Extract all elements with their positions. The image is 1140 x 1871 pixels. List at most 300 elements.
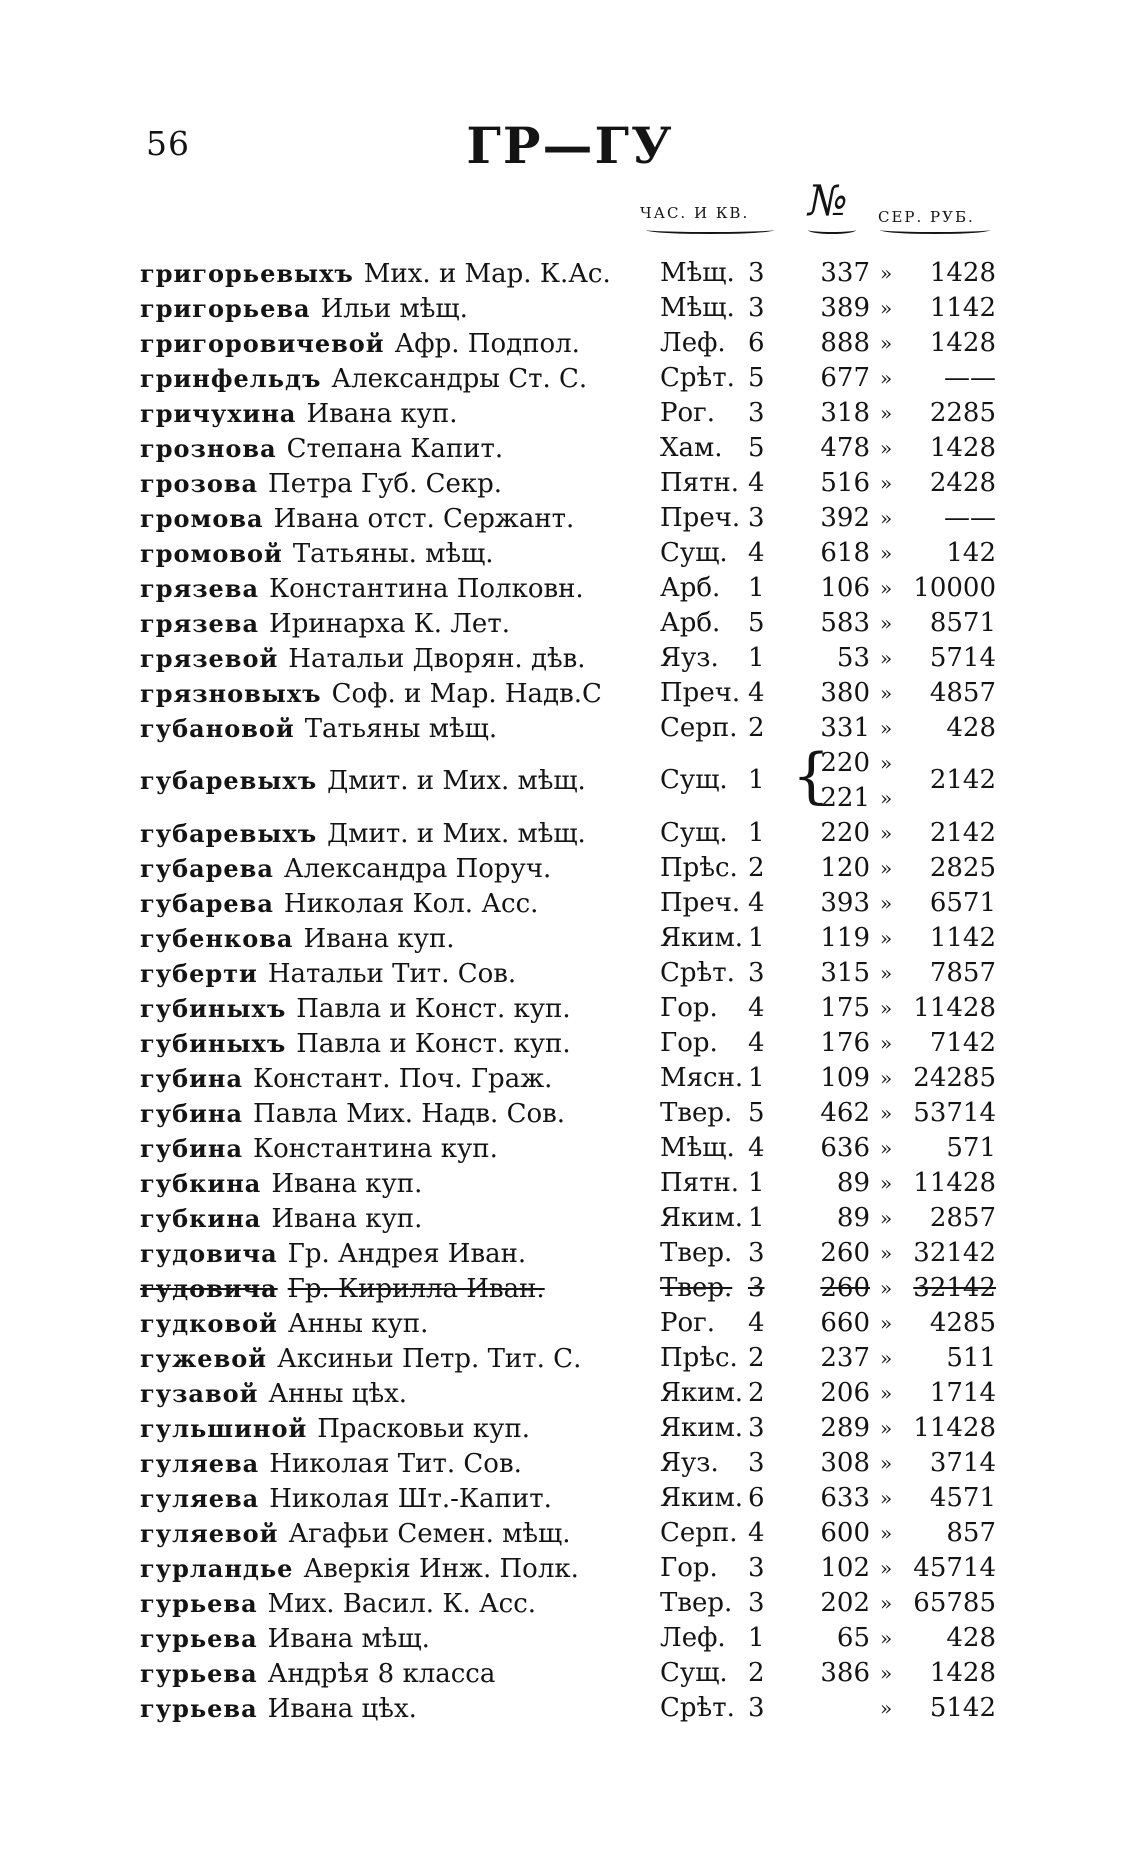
entry-house-number: 516 bbox=[820, 468, 870, 498]
entry-city-part: Срѣт. bbox=[660, 1693, 735, 1723]
entry-quarter-number: 5 bbox=[748, 433, 765, 463]
entry-house-number: 389 bbox=[820, 293, 870, 323]
entry-owner bbox=[140, 1271, 545, 1307]
column-header-quarter: ЧАС. И КВ. bbox=[640, 204, 750, 222]
entry-row bbox=[0, 1446, 1140, 1481]
entry-surname: губина bbox=[140, 1134, 243, 1163]
entry-row bbox=[0, 1096, 1140, 1131]
entry-ditto-mark: » bbox=[880, 1276, 893, 1300]
entry-given-name: Афр. Подпол. bbox=[394, 329, 580, 359]
entry-house-number: 478 bbox=[820, 433, 870, 463]
entry-row bbox=[0, 991, 1140, 1026]
entry-surname: грязевой bbox=[140, 644, 279, 673]
entry-city-part: Яким. bbox=[660, 1483, 744, 1513]
entry-rubles: 2428 bbox=[929, 468, 996, 498]
entry-city-part: Твер. bbox=[660, 1588, 733, 1618]
entry-given-name: Дмит. и Мих. мѣщ. bbox=[327, 819, 586, 849]
entry-rubles: 5142 bbox=[929, 1693, 996, 1723]
entry-city-part: Гор. bbox=[660, 1028, 718, 1058]
entry-city-part: Мѣщ. bbox=[660, 293, 735, 323]
entry-ditto-mark: » bbox=[880, 611, 893, 635]
entry-ditto-mark: » bbox=[880, 1346, 893, 1370]
entry-rubles: 32142 bbox=[913, 1238, 996, 1268]
entry-rubles: 1428 bbox=[929, 1658, 996, 1688]
entry-house-number: 677 bbox=[820, 363, 870, 393]
entry-ditto-mark: » bbox=[880, 1626, 893, 1650]
entry-row bbox=[0, 1516, 1140, 1551]
house-brace: { bbox=[792, 741, 831, 811]
entry-ditto-mark: » bbox=[880, 1066, 893, 1090]
entry-row bbox=[0, 956, 1140, 991]
entry-city-part: Твер. bbox=[660, 1098, 733, 1128]
entry-owner bbox=[140, 501, 574, 537]
entry-surname: гудовича bbox=[140, 1239, 278, 1268]
entry-surname: гурьева bbox=[140, 1624, 258, 1653]
entry-ditto-mark: » bbox=[880, 506, 893, 530]
entry-ditto-mark: » bbox=[880, 751, 893, 775]
entry-ditto-mark: » bbox=[880, 891, 893, 915]
entry-row bbox=[0, 1656, 1140, 1691]
entry-given-name: Ивана куп. bbox=[303, 924, 455, 954]
entry-ditto-mark: » bbox=[880, 996, 893, 1020]
entry-row bbox=[0, 571, 1140, 606]
entry-owner bbox=[140, 676, 602, 712]
entry-surname: григорьева bbox=[140, 294, 311, 323]
entry-surname: губиныхъ bbox=[140, 994, 287, 1023]
entry-city-part: Сущ. bbox=[660, 1658, 728, 1688]
entry-surname: гуляева bbox=[140, 1449, 260, 1478]
entry-owner bbox=[140, 1096, 565, 1132]
entry-given-name: Натальи Тит. Сов. bbox=[267, 959, 517, 989]
entry-surname: громовой bbox=[140, 539, 283, 568]
entry-rubles: 142 bbox=[946, 538, 996, 568]
entry-house-number: 636 bbox=[820, 1133, 870, 1163]
entry-owner bbox=[140, 1621, 430, 1657]
entry-given-name: Павла Мих. Надв. Сов. bbox=[253, 1099, 566, 1129]
entry-rubles: 8571 bbox=[929, 608, 996, 638]
entry-quarter-number: 3 bbox=[748, 1553, 765, 1583]
entry-quarter-number: 4 bbox=[748, 993, 765, 1023]
entry-rubles: 511 bbox=[946, 1343, 996, 1373]
entry-surname: гурьева bbox=[140, 1589, 258, 1618]
entry-rubles: 7857 bbox=[929, 958, 996, 988]
page-number: 56 bbox=[146, 124, 190, 163]
entry-given-name: Ивана цѣх. bbox=[267, 1694, 417, 1724]
entry-house-number: 337 bbox=[820, 258, 870, 288]
entry-rubles: —— bbox=[944, 363, 996, 393]
entry-ditto-mark: » bbox=[880, 401, 893, 425]
entry-owner bbox=[140, 991, 571, 1027]
entry-row bbox=[0, 1271, 1140, 1306]
entry-ditto-mark: » bbox=[880, 471, 893, 495]
entry-given-name: Аксиньи Петр. Тит. С. bbox=[277, 1344, 582, 1374]
entry-surname: губенкова bbox=[140, 924, 294, 953]
entry-rubles: 2142 bbox=[929, 818, 996, 848]
entry-quarter-number: 4 bbox=[748, 468, 765, 498]
entry-given-name: Иринарха К. Лет. bbox=[269, 609, 510, 639]
entry-ditto-mark: » bbox=[880, 1241, 893, 1265]
entry-city-part: Рог. bbox=[660, 398, 716, 428]
entry-rubles: 4857 bbox=[929, 678, 996, 708]
column-header-house-number: № bbox=[808, 176, 848, 225]
entry-ditto-mark: » bbox=[880, 541, 893, 565]
entry-row bbox=[0, 291, 1140, 326]
entry-house-number: 660 bbox=[820, 1308, 870, 1338]
entry-quarter-number: 3 bbox=[748, 1448, 765, 1478]
entry-surname: гурьева bbox=[140, 1659, 258, 1688]
entry-surname: губиныхъ bbox=[140, 1029, 287, 1058]
entry-owner bbox=[140, 361, 587, 397]
entry-ditto-mark: » bbox=[880, 1661, 893, 1685]
entry-city-part: Серп. bbox=[660, 1518, 738, 1548]
entry-house-number: 220 bbox=[820, 748, 870, 778]
entry-owner bbox=[140, 1481, 552, 1517]
entry-surname: гудовича bbox=[140, 1274, 278, 1303]
entry-owner bbox=[140, 396, 458, 432]
entry-given-name: Николая Тит. Сов. bbox=[269, 1449, 522, 1479]
entry-rubles: 7142 bbox=[929, 1028, 996, 1058]
entry-house-number: 600 bbox=[820, 1518, 870, 1548]
entry-quarter-number: 3 bbox=[748, 1273, 765, 1303]
entry-owner bbox=[140, 1026, 571, 1062]
entry-owner bbox=[140, 1656, 495, 1692]
entry-quarter-number: 4 bbox=[748, 678, 765, 708]
entry-quarter-number: 3 bbox=[748, 1588, 765, 1618]
entry-house-number: 331 bbox=[820, 713, 870, 743]
entry-owner bbox=[140, 921, 455, 957]
entry-owner bbox=[140, 851, 551, 887]
entry-rubles: 65785 bbox=[913, 1588, 996, 1618]
entry-surname: губина bbox=[140, 1064, 243, 1093]
entry-city-part: Яуз. bbox=[660, 1448, 719, 1478]
entry-rubles: 1142 bbox=[929, 293, 996, 323]
entry-given-name: Степана Капит. bbox=[286, 434, 504, 464]
entry-ditto-mark: » bbox=[880, 1521, 893, 1545]
entry-owner bbox=[140, 1376, 407, 1412]
entry-rubles: 45714 bbox=[913, 1553, 996, 1583]
entry-rubles: 428 bbox=[946, 713, 996, 743]
entry-given-name: Аверкія Инж. Полк. bbox=[303, 1554, 579, 1584]
entry-given-name: Агафьи Семен. мѣщ. bbox=[288, 1519, 571, 1549]
entry-city-part: Преч. bbox=[660, 503, 741, 533]
entry-house-number: 120 bbox=[820, 853, 870, 883]
entry-rubles: 2857 bbox=[929, 1203, 996, 1233]
entry-house-number: 289 bbox=[820, 1413, 870, 1443]
entry-quarter-number: 6 bbox=[748, 1483, 765, 1513]
entry-owner bbox=[140, 763, 586, 799]
entry-row bbox=[0, 1586, 1140, 1621]
entry-row bbox=[0, 1201, 1140, 1236]
entry-city-part: Яким. bbox=[660, 1413, 744, 1443]
entry-quarter-number: 1 bbox=[748, 923, 765, 953]
entry-quarter-number: 1 bbox=[748, 1168, 765, 1198]
entry-city-part: Прѣс. bbox=[660, 853, 738, 883]
entry-ditto-mark: » bbox=[880, 646, 893, 670]
entry-house-number: 386 bbox=[820, 1658, 870, 1688]
entry-row bbox=[0, 431, 1140, 466]
entry-rubles: 2285 bbox=[929, 398, 996, 428]
entry-rubles: 53714 bbox=[913, 1098, 996, 1128]
entry-given-name: Прасковьи куп. bbox=[317, 1414, 531, 1444]
entry-rubles: 1428 bbox=[929, 433, 996, 463]
entry-house-number: 633 bbox=[820, 1483, 870, 1513]
entry-ditto-mark: » bbox=[880, 1031, 893, 1055]
entry-quarter-number: 3 bbox=[748, 1238, 765, 1268]
entry-house-number: 260 bbox=[820, 1238, 870, 1268]
entry-house-number: 202 bbox=[820, 1588, 870, 1618]
entry-quarter-number: 3 bbox=[748, 398, 765, 428]
entry-row bbox=[0, 1551, 1140, 1586]
entry-rubles: 1714 bbox=[929, 1378, 996, 1408]
entry-house-number: 53 bbox=[836, 643, 870, 673]
entry-surname: губарева bbox=[140, 889, 274, 918]
entry-owner bbox=[140, 711, 497, 747]
entry-owner bbox=[140, 1446, 522, 1482]
entry-house-number-second: 221 bbox=[820, 783, 870, 813]
entry-house-number: 175 bbox=[820, 993, 870, 1023]
entry-owner bbox=[140, 1516, 571, 1552]
entry-rubles: 571 bbox=[946, 1133, 996, 1163]
entry-surname: гужевой bbox=[140, 1344, 268, 1373]
entry-surname: губарева bbox=[140, 854, 274, 883]
entry-house-number: 109 bbox=[820, 1063, 870, 1093]
entry-given-name: Мих. Васил. К. Асс. bbox=[267, 1589, 537, 1619]
entry-row bbox=[0, 1306, 1140, 1341]
entry-given-name: Ивана куп. bbox=[306, 399, 458, 429]
entry-quarter-number: 2 bbox=[748, 1658, 765, 1688]
entry-given-name: Анны куп. bbox=[287, 1309, 429, 1339]
entry-given-name: Петра Губ. Секр. bbox=[268, 469, 503, 499]
entry-row bbox=[0, 361, 1140, 396]
entry-owner bbox=[140, 291, 468, 327]
entry-surname: губаревыхъ bbox=[140, 819, 318, 848]
entry-quarter-number: 5 bbox=[748, 608, 765, 638]
entry-ditto-mark: » bbox=[880, 856, 893, 880]
entry-city-part: Рог. bbox=[660, 1308, 716, 1338]
entry-quarter-number: 1 bbox=[748, 765, 765, 795]
entry-row bbox=[0, 816, 1140, 851]
entry-ditto-mark: » bbox=[880, 1171, 893, 1195]
entry-quarter-number: 1 bbox=[748, 1203, 765, 1233]
entry-surname: губерти bbox=[140, 959, 258, 988]
entry-surname: гурландье bbox=[140, 1554, 294, 1583]
entry-surname: грознова bbox=[140, 434, 277, 463]
entry-city-part: Арб. bbox=[660, 573, 721, 603]
entry-owner bbox=[140, 1551, 579, 1587]
entry-row bbox=[0, 676, 1140, 711]
entry-city-part: Леф. bbox=[660, 328, 726, 358]
entry-owner bbox=[140, 326, 580, 362]
entry-row bbox=[0, 396, 1140, 431]
entry-surname: гульшиной bbox=[140, 1414, 308, 1443]
entry-owner bbox=[140, 1586, 536, 1622]
entry-quarter-number: 3 bbox=[748, 503, 765, 533]
entry-row bbox=[0, 1481, 1140, 1516]
entry-quarter-number: 1 bbox=[748, 643, 765, 673]
entry-house-number: 380 bbox=[820, 678, 870, 708]
entry-row bbox=[0, 1341, 1140, 1376]
entry-owner bbox=[140, 1411, 530, 1447]
entry-row bbox=[0, 466, 1140, 501]
entry-house-number: 89 bbox=[836, 1203, 870, 1233]
entry-owner bbox=[140, 256, 611, 292]
entry-house-number: 237 bbox=[820, 1343, 870, 1373]
entry-house-number: 583 bbox=[820, 608, 870, 638]
entry-owner bbox=[140, 886, 538, 922]
entry-city-part: Серп. bbox=[660, 713, 738, 743]
entry-owner bbox=[140, 536, 494, 572]
entry-owner bbox=[140, 431, 503, 467]
entry-ditto-mark: » bbox=[880, 261, 893, 285]
entry-rubles: 10000 bbox=[913, 573, 996, 603]
entry-house-number: 462 bbox=[820, 1098, 870, 1128]
entry-quarter-number: 4 bbox=[748, 1028, 765, 1058]
entry-house-number: 119 bbox=[820, 923, 870, 953]
entry-owner bbox=[140, 816, 586, 852]
entry-quarter-number: 1 bbox=[748, 1063, 765, 1093]
column-header-rubles: СЕР. РУБ. bbox=[878, 208, 975, 226]
entry-given-name: Татьяны. мѣщ. bbox=[292, 539, 494, 569]
entry-row bbox=[0, 711, 1140, 746]
entry-city-part: Мѣщ. bbox=[660, 1133, 735, 1163]
entry-owner bbox=[140, 606, 510, 642]
entry-quarter-number: 3 bbox=[748, 293, 765, 323]
entry-ditto-mark: » bbox=[880, 1206, 893, 1230]
entry-quarter-number: 2 bbox=[748, 1343, 765, 1373]
entry-given-name: Александры Ст. С. bbox=[331, 364, 588, 394]
entry-city-part: Преч. bbox=[660, 678, 741, 708]
entry-quarter-number: 1 bbox=[748, 1623, 765, 1653]
entry-ditto-mark: » bbox=[880, 716, 893, 740]
entry-row bbox=[0, 256, 1140, 291]
entry-row bbox=[0, 326, 1140, 361]
entry-row bbox=[0, 1131, 1140, 1166]
entry-given-name: Гр. Кирилла Иван. bbox=[287, 1274, 545, 1304]
entry-rubles: 11428 bbox=[913, 1413, 996, 1443]
entry-house-number: 315 bbox=[820, 958, 870, 988]
entry-ditto-mark: » bbox=[880, 296, 893, 320]
entry-row bbox=[0, 1411, 1140, 1446]
entry-house-number: 106 bbox=[820, 573, 870, 603]
entry-rubles: 4285 bbox=[929, 1308, 996, 1338]
entry-city-part: Яким. bbox=[660, 1378, 744, 1408]
entry-given-name: Натальи Дворян. дѣв. bbox=[288, 644, 586, 674]
entry-rubles: —— bbox=[944, 503, 996, 533]
entry-surname: гузавой bbox=[140, 1379, 259, 1408]
entry-surname: гричухина bbox=[140, 399, 297, 428]
entry-city-part: Леф. bbox=[660, 1623, 726, 1653]
entry-ditto-mark: » bbox=[880, 1486, 893, 1510]
entry-owner bbox=[140, 956, 516, 992]
entry-ditto-mark: » bbox=[880, 961, 893, 985]
entry-city-part: Арб. bbox=[660, 608, 721, 638]
entry-given-name: Ильи мѣщ. bbox=[320, 294, 468, 324]
entry-row bbox=[0, 1166, 1140, 1201]
entry-row bbox=[0, 851, 1140, 886]
entry-ditto-mark: » bbox=[880, 1556, 893, 1580]
entry-house-number: 260 bbox=[820, 1273, 870, 1303]
entry-row bbox=[0, 536, 1140, 571]
entry-surname: громова bbox=[140, 504, 264, 533]
entry-city-part: Срѣт. bbox=[660, 363, 735, 393]
entry-city-part: Срѣт. bbox=[660, 958, 735, 988]
entry-quarter-number: 3 bbox=[748, 1413, 765, 1443]
entry-given-name: Татьяны мѣщ. bbox=[304, 714, 498, 744]
entry-rubles: 24285 bbox=[913, 1063, 996, 1093]
entry-surname: гуляева bbox=[140, 1484, 260, 1513]
entry-city-part: Пятн. bbox=[660, 1168, 740, 1198]
entry-owner bbox=[140, 1131, 498, 1167]
entry-ditto-mark: » bbox=[880, 331, 893, 355]
entry-quarter-number: 1 bbox=[748, 818, 765, 848]
entry-rubles: 6571 bbox=[929, 888, 996, 918]
entry-row bbox=[0, 1236, 1140, 1271]
entry-quarter-number: 2 bbox=[748, 713, 765, 743]
entry-surname: губкина bbox=[140, 1204, 262, 1233]
entry-rubles: 428 bbox=[946, 1623, 996, 1653]
entry-rubles: 857 bbox=[946, 1518, 996, 1548]
entry-city-part: Прѣс. bbox=[660, 1343, 738, 1373]
entry-city-part: Мясн. bbox=[660, 1063, 744, 1093]
entry-quarter-number: 1 bbox=[748, 573, 765, 603]
entry-rubles: 2142 bbox=[929, 765, 996, 795]
entry-quarter-number: 2 bbox=[748, 853, 765, 883]
entry-given-name: Николая Шт.-Капит. bbox=[269, 1484, 552, 1514]
entry-city-part: Сущ. bbox=[660, 818, 728, 848]
entry-given-name: Соф. и Мар. Надв.С bbox=[331, 679, 602, 709]
entry-ditto-mark: » bbox=[880, 821, 893, 845]
entry-owner bbox=[140, 1061, 552, 1097]
entry-owner bbox=[140, 1201, 422, 1237]
entry-house-number: 176 bbox=[820, 1028, 870, 1058]
entry-surname: губаревыхъ bbox=[140, 766, 318, 795]
entry-ditto-mark: » bbox=[880, 1696, 893, 1720]
entry-surname: губановой bbox=[140, 714, 295, 743]
entry-house-number: 308 bbox=[820, 1448, 870, 1478]
entry-given-name: Мих. и Мар. К.Ас. bbox=[363, 259, 611, 289]
entry-city-part: Пятн. bbox=[660, 468, 740, 498]
entry-surname: григорьевыхъ bbox=[140, 259, 354, 288]
entry-given-name: Павла и Конст. куп. bbox=[296, 994, 571, 1024]
entry-row bbox=[0, 921, 1140, 956]
entry-owner bbox=[140, 641, 586, 677]
entry-rubles: 3714 bbox=[929, 1448, 996, 1478]
entry-ditto-mark: » bbox=[880, 366, 893, 390]
entry-owner bbox=[140, 1166, 422, 1202]
entry-rubles: 1428 bbox=[929, 328, 996, 358]
entry-rubles: 1428 bbox=[929, 258, 996, 288]
running-head: ГР—ГУ bbox=[466, 116, 674, 175]
entry-given-name: Константина куп. bbox=[253, 1134, 498, 1164]
entry-surname: григоровичевой bbox=[140, 329, 385, 358]
entry-row bbox=[0, 1026, 1140, 1061]
entry-ditto-mark: » bbox=[880, 436, 893, 460]
entry-surname: гурьева bbox=[140, 1694, 258, 1723]
entry-quarter-number: 5 bbox=[748, 1098, 765, 1128]
entry-row bbox=[0, 641, 1140, 676]
entry-rubles: 11428 bbox=[913, 1168, 996, 1198]
entry-given-name: Анны цѣх. bbox=[268, 1379, 408, 1409]
entry-owner bbox=[140, 466, 502, 502]
entry-quarter-number: 5 bbox=[748, 363, 765, 393]
entry-quarter-number: 4 bbox=[748, 1518, 765, 1548]
entry-given-name: Ивана мѣщ. bbox=[267, 1624, 430, 1654]
entry-surname: губина bbox=[140, 1099, 243, 1128]
entry-quarter-number: 3 bbox=[748, 258, 765, 288]
entry-city-part: Преч. bbox=[660, 888, 741, 918]
entry-row bbox=[0, 1376, 1140, 1411]
entry-row bbox=[0, 886, 1140, 921]
